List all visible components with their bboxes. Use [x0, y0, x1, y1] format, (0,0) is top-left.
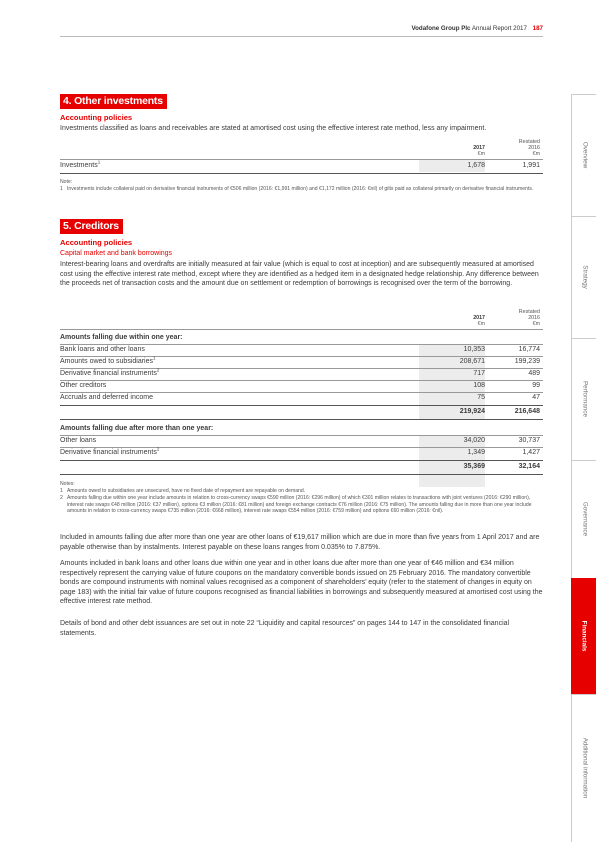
header-rule	[60, 36, 543, 37]
body-paragraph: Details of bond and other debt issuances are set out in note 22 “Liquidity and capital resources” on pages 144 to 147 in the consolidated financial statements.	[60, 620, 510, 637]
sidebar-tab-overview[interactable]: Overview	[571, 94, 596, 216]
accounting-policies-heading: Accounting policies	[60, 238, 133, 247]
column-head-2016: Restated 2016 €m	[518, 309, 540, 328]
table-group-heading: Amounts falling due within one year:	[60, 334, 183, 341]
company-name: Vodafone Group Plc	[411, 25, 471, 32]
footnote: 2 Amounts falling due within one year include amounts in relation to cross-currency swaps €590 million (2016: €296 million) of which €301 million relates to transactions with joint ventures (2016: €290 million), interest rate swaps €48 million (2016: €37 million), options €3 million (2016: €81 million) and foreign exchange contracts €76 million (2016: €75 million). The amounts falling due in more than one year include amounts in relation to cross-currency swaps €735 million (2016: €668 million), interest rate swaps €554 million (2016: €759 million) and options €60 million (2016: €nil).	[60, 495, 532, 515]
column-head-2016: Restated 2016 €m	[518, 139, 540, 158]
sidebar-tab-strategy[interactable]: Strategy	[571, 216, 596, 338]
sidebar-tab-financials[interactable]: Financials	[571, 578, 596, 694]
section-title-creditors: 5. Creditors	[60, 219, 123, 234]
accounting-policies-heading: Accounting policies	[60, 113, 133, 122]
page-header	[411, 25, 543, 32]
table-rule	[60, 460, 543, 461]
sidebar-tab-governance[interactable]: Governance	[571, 460, 596, 578]
sidebar-tab-additional-information[interactable]: Additional information	[571, 694, 596, 842]
notes-label: Notes:	[60, 481, 75, 487]
table-group-heading: Amounts falling due after more than one year:	[60, 425, 214, 432]
sidebar-divider	[571, 216, 596, 217]
note-label: Note:	[60, 179, 73, 185]
body-paragraph: Included in amounts falling due after more than one year are other loans of €19,617 million which are due in more than five years from 1 April 2017 and are payable otherwise than by instalments. Interest payable on these loans ranges from 0.035% to 7.875%.	[60, 534, 540, 551]
accounting-policies-text: Investments classified as loans and receivables are stated at amortised cost using the effective interest rate method, less any impairment.	[60, 125, 487, 132]
table-rule	[60, 474, 543, 475]
table-total-row: 219,924 216,648	[459, 408, 540, 415]
table-rule	[60, 419, 543, 420]
report-name: Annual Report 2017	[471, 25, 527, 32]
section-title-other-investments: 4. Other investments	[60, 94, 167, 109]
sidebar-divider	[571, 694, 596, 695]
table-row: Derivative financial instruments$^2$ 1,349 1,427	[60, 446, 540, 456]
table-row: Other creditors 108 99	[60, 382, 540, 389]
sidebar-divider	[571, 338, 596, 339]
table-row: Accruals and deferred income 75 47	[60, 394, 540, 401]
table-rule	[60, 405, 543, 406]
table-rule	[60, 173, 543, 174]
table-row: Amounts owed to subsidiaries$^1$ 208,671 199,239	[60, 355, 540, 365]
table-row: Investments$^1$ 1,678 1,991	[60, 159, 540, 169]
sidebar-divider	[571, 460, 596, 461]
table-total-row: 35,369 32,164	[463, 463, 540, 470]
body-paragraph: Amounts included in bank loans and other loans due within one year and in other loans due after more than one year of €46 million and €34 million respectively represent the carrying value of future coupons on the mandatory convertible bonds issued on 25 February 2016. The mandatory convertible bonds are compound instruments with nominal values recognised as a component of shareholders’ equity (refer to the statement of changes in equity on page 183) with the initial fair value of future coupons recognised as financial liabilities in borrowings and subsequently measured at amortised cost using the effective interest rate method.	[60, 560, 543, 606]
table-rule	[60, 329, 543, 330]
page-number: 187	[532, 25, 543, 32]
footnote: 1 Investments include collateral paid on derivative financial instruments of €506 million (2016: €1,991 million) and €1,172 million (2016: €nil) of gilts paid as collateral primarily on derivative financial instruments.	[60, 186, 534, 192]
footnote: 1 Amounts owed to subsidiaries are unsecured, have no fixed date of repayment are repayable on demand.	[60, 488, 306, 494]
table-row: Derivative financial instruments$^2$ 717 489	[60, 367, 540, 377]
table-row: Other loans 34,020 30,737	[60, 437, 540, 444]
column-head-2017: 2017 €m	[473, 145, 485, 158]
sidebar-divider	[571, 94, 596, 95]
borrowings-subheading: Capital market and bank borrowings	[60, 250, 173, 257]
table-row: Bank loans and other loans 10,353 16,774	[60, 346, 540, 353]
borrowings-policy-text: Interest-bearing loans and overdrafts are initially measured at fair value (which is equal to cost at inception) and are subsequently measured at amortised cost using the effective interest rate method, except where they are identified as a hedged item in a designated hedge relationship. Any difference between the proceeds net of transaction costs and the amount due on settlement or redemption of borrowings is recognised over the term of the borrowing.	[60, 261, 539, 288]
column-head-2017: 2017 €m	[473, 315, 485, 328]
sidebar-tab-performance[interactable]: Performance	[571, 338, 596, 460]
